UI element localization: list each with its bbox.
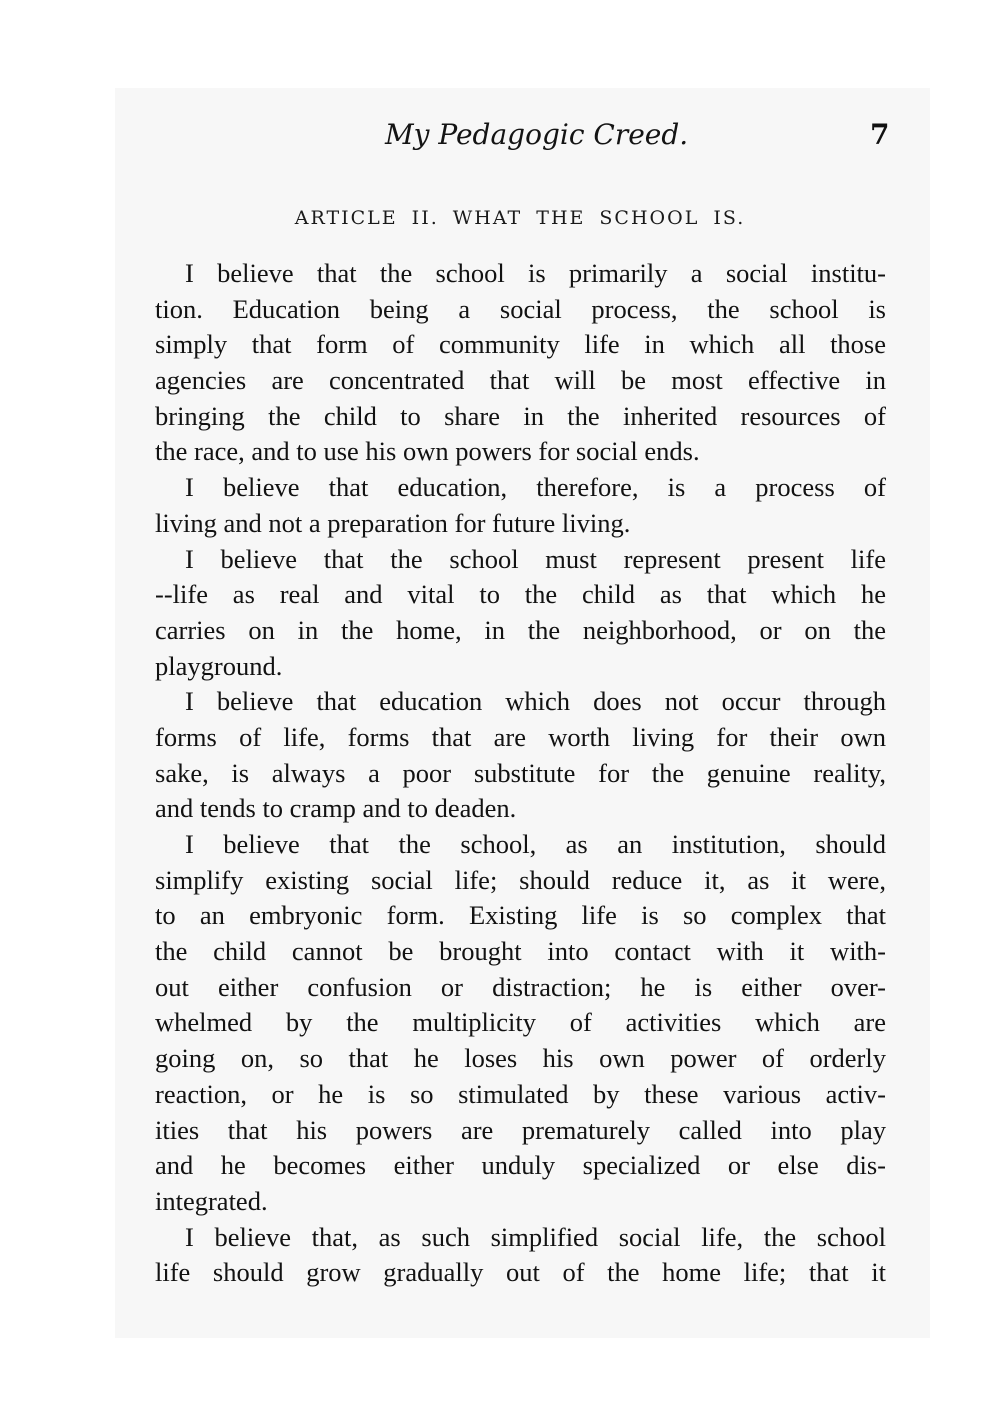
text-line: I believe that education, therefore, is a process of [185, 472, 886, 503]
text-line: living and not a preparation for future living. [155, 507, 631, 538]
text-line: ities that his powers are prematurely called into play [155, 1114, 886, 1145]
text-line: forms of life, forms that are worth living for their own [155, 721, 886, 752]
text-line: playground. [155, 650, 283, 681]
text-line: the race, and to use his own powers for social ends. [155, 436, 700, 467]
text-line: agencies are concentrated that will be most effective in [155, 365, 886, 396]
paragraph [155, 470, 886, 541]
text-line: tion. Education being a social process, the school is [155, 293, 886, 324]
running-title: My Pedagogic Creed. [385, 118, 689, 151]
text-line: bringing the child to share in the inherited resources of [155, 400, 886, 431]
page-number: 7 [870, 118, 890, 151]
text-line: life should grow gradually out of the home life; that it [155, 1257, 886, 1288]
text-line: and tends to cramp and to deaden. [155, 793, 517, 824]
text-line: simplify existing social life; should reduce it, as it were, [155, 864, 886, 895]
running-head [0, 118, 1000, 158]
text-line: the child cannot be brought into contact with it with- [155, 936, 886, 967]
body-text [155, 256, 886, 1291]
text-line: out either confusion or distraction; he is either over- [155, 971, 886, 1002]
text-line: integrated. [155, 1185, 268, 1216]
text-line: I believe that the school, as an institution, should [185, 829, 886, 859]
article-heading: ARTICLE II. WHAT THE SCHOOL IS. [294, 207, 746, 229]
text-line: carries on in the home, in the neighborhood, or on the [155, 614, 886, 645]
text-line: I believe that education which does not occur through [185, 686, 886, 717]
text-line: and he becomes either unduly specialized or else dis- [155, 1150, 886, 1181]
text-line: I believe that the school must represent present life [185, 543, 886, 574]
text-line: simply that form of community life in which all those [155, 329, 886, 360]
text-line: sake, is always a poor substitute for the genuine reality, [155, 757, 886, 788]
paragraph [155, 827, 886, 1220]
paragraph [155, 542, 886, 685]
text-line: whelmed by the multiplicity of activities which are [155, 1007, 886, 1038]
text-line: reaction, or he is so stimulated by these various activ- [155, 1078, 886, 1109]
text-line: to an embryonic form. Existing life is so complex that [155, 900, 886, 931]
text-line: going on, so that he loses his own power of orderly [155, 1043, 886, 1074]
text-line: I believe that, as such simplified social life, the school [185, 1221, 886, 1252]
text-line: --life as real and vital to the child as that which he [155, 579, 886, 610]
paragraph [155, 1220, 886, 1291]
paragraph [155, 256, 886, 470]
text-line: I believe that the school is primarily a social institu- [185, 258, 886, 288]
paragraph [155, 684, 886, 827]
